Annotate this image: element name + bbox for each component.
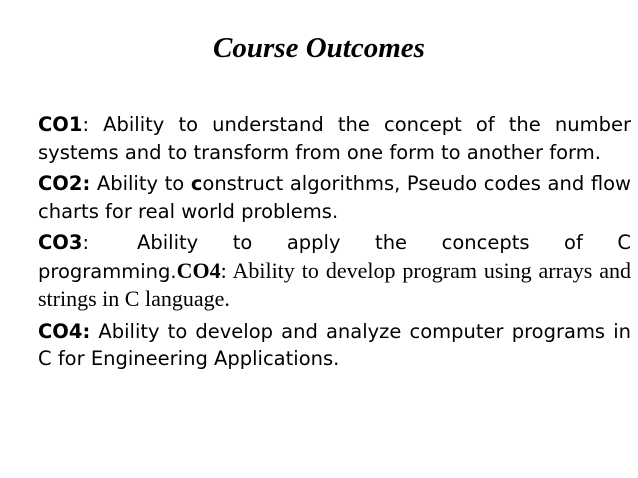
outcome-co3 — [38, 229, 631, 314]
outcome-text: Ability to develop and analyze computer programs in C for Engineering Applications. — [38, 319, 631, 370]
outcome-co1 — [38, 111, 631, 166]
outcomes-body — [38, 111, 631, 377]
inline-outcome-code: CO4 — [176, 257, 221, 283]
outcome-code: CO4: — [38, 319, 91, 343]
outcome-text: Ability to apply the concepts of C programming. — [38, 231, 631, 283]
outcome-text-bold-letter: c — [190, 172, 203, 195]
inline-outcome-separator: : — [220, 257, 227, 283]
outcome-separator: : — [82, 113, 90, 136]
outcome-co2 — [38, 170, 631, 225]
outcome-code: CO3 — [38, 231, 83, 254]
outcome-code: CO1 — [38, 113, 83, 136]
outcome-code: CO2: — [38, 172, 91, 195]
outcome-text: Ability to understand the concept of the number systems and to transform from one form to another form. — [38, 113, 631, 164]
inline-outcome-text: Ability to develop program using arrays and strings in C language. — [38, 257, 631, 311]
outcome-text-part: Ability to — [90, 172, 191, 195]
slide-title: Course Outcomes — [213, 32, 425, 64]
outcome-separator: : — [82, 231, 90, 254]
outcome-text-part: onstruct algorithms, Pseudo codes and flow charts for real world problems. — [38, 172, 632, 223]
outcome-co4 — [38, 318, 631, 373]
